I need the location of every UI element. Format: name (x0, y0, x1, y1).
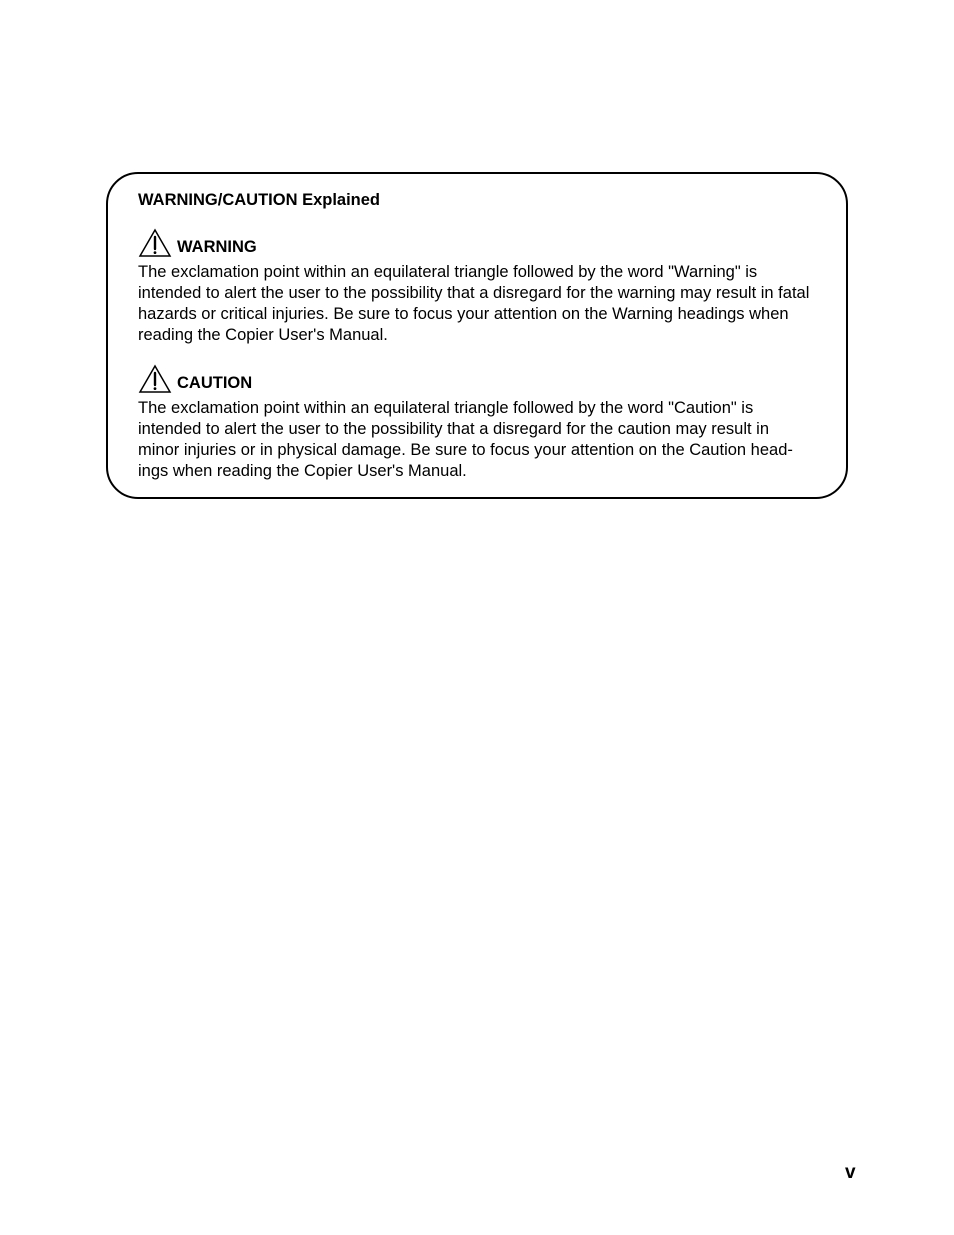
warning-label: WARNING (177, 238, 257, 256)
warning-line: hazards or critical injuries. Be sure to focus your attention on the Warning headings when (138, 305, 789, 323)
warning-line: reading the Copier User's Manual. (138, 326, 388, 344)
caution-line: ings when reading the Copier User's Manual. (138, 462, 467, 480)
caution-line: intended to alert the user to the possibility that a disregard for the caution may result in (138, 420, 770, 438)
caution-line: minor injuries or in physical damage. Be sure to focus your attention on the Caution head- (138, 441, 793, 459)
warning-line: The exclamation point within an equilateral triangle followed by the word "Warning" is (138, 263, 758, 281)
page-number: v (845, 1162, 856, 1183)
warning-line: intended to alert the user to the possibility that a disregard for the warning may result in fatal (138, 284, 810, 302)
warning-description (138, 262, 809, 346)
caution-heading (138, 364, 252, 394)
caution-description (138, 398, 793, 482)
warning-heading (138, 228, 257, 258)
caution-label: CAUTION (177, 374, 253, 392)
warning-triangle-icon (138, 364, 172, 394)
caution-line: The exclamation point within an equilateral triangle followed by the word "Caution" is (138, 399, 754, 417)
warning-triangle-icon (138, 228, 172, 258)
notice-title: WARNING/CAUTION Explained (138, 191, 381, 209)
